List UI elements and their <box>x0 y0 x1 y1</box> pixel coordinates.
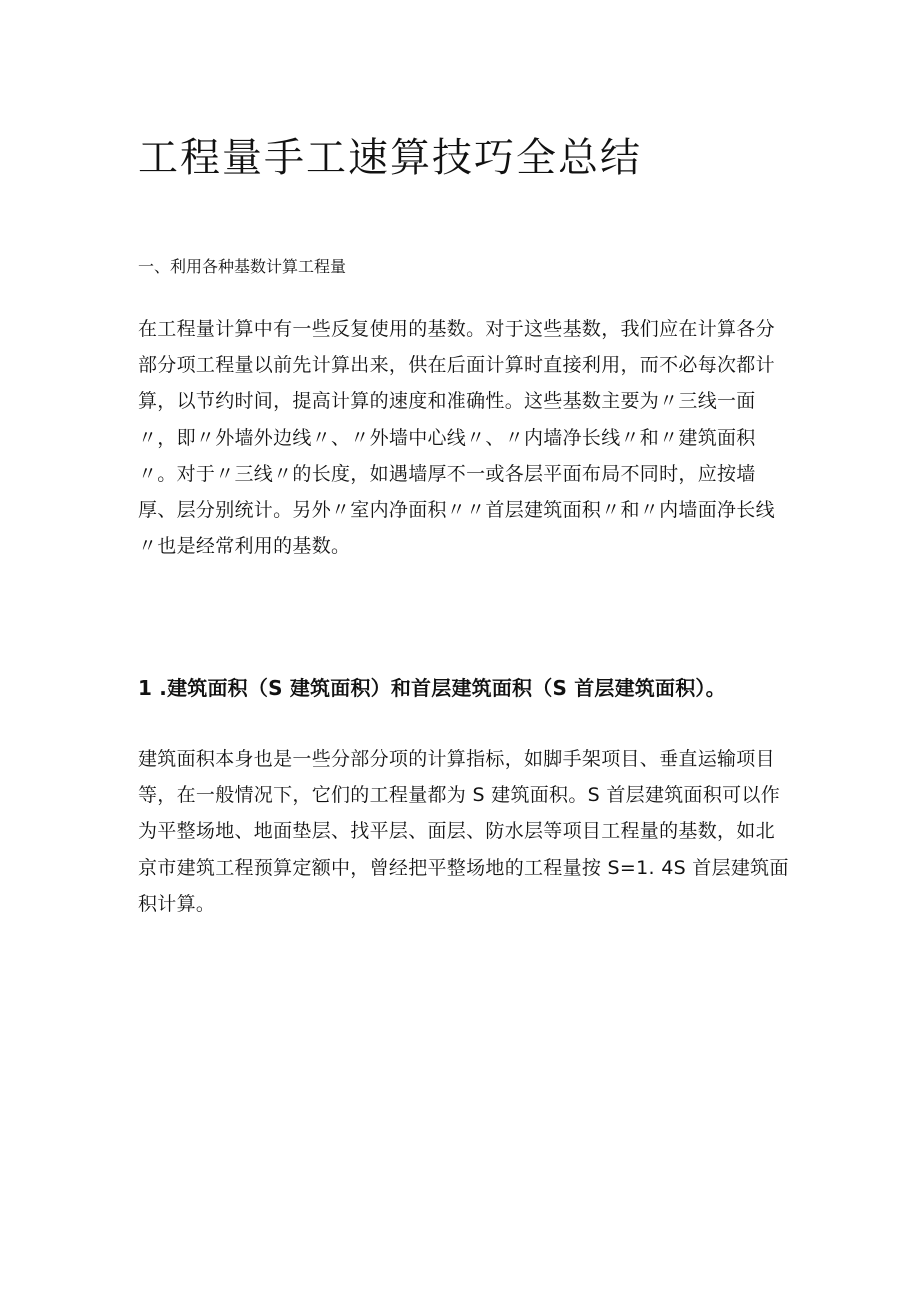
paragraph-text: 建筑面积本身也是一些分部分项的计算指标，如脚手架项目、垂直运输项目等，在一般情况下，它们的工程量都为 S 建筑面积。S 首层建筑面积可以作为平整场地、地面垫层、找平层、面层、防水层等项目工程量的基数，如北京市建筑工程预算定额中，曾经把平整场地的工程量按 S=1. 4S 首层建筑面积计算。 <box>138 748 789 915</box>
section-heading: 一、利用各种基数计算工程量 <box>138 257 347 276</box>
document-title: 工程量手工速算技巧全总结 <box>138 135 642 181</box>
subheading-building-area: 1 .建筑面积（S 建筑面积）和首层建筑面积（S 首层建筑面积）。 <box>138 676 726 700</box>
paragraph-building-area <box>138 741 794 922</box>
paragraph-basic-quantities <box>138 311 794 564</box>
paragraph-text: 在工程量计算中有一些反复使用的基数。对于这些基数，我们应在计算各分部分项工程量以前先计算出来，供在后面计算时直接利用，而不必每次都计算，以节约时间，提高计算的速度和准确性。这些基数主要为〃三线一面〃，即〃外墙外边线〃、〃外墙中心线〃、〃内墙净长线〃和〃建筑面积〃。对于〃三线〃的长度，如遇墙厚不一或各层平面布局不同时，应按墙厚、层分别统计。另外〃室内净面积〃〃首层建筑面积〃和〃内墙面净长线〃也是经常利用的基数。 <box>138 318 775 558</box>
